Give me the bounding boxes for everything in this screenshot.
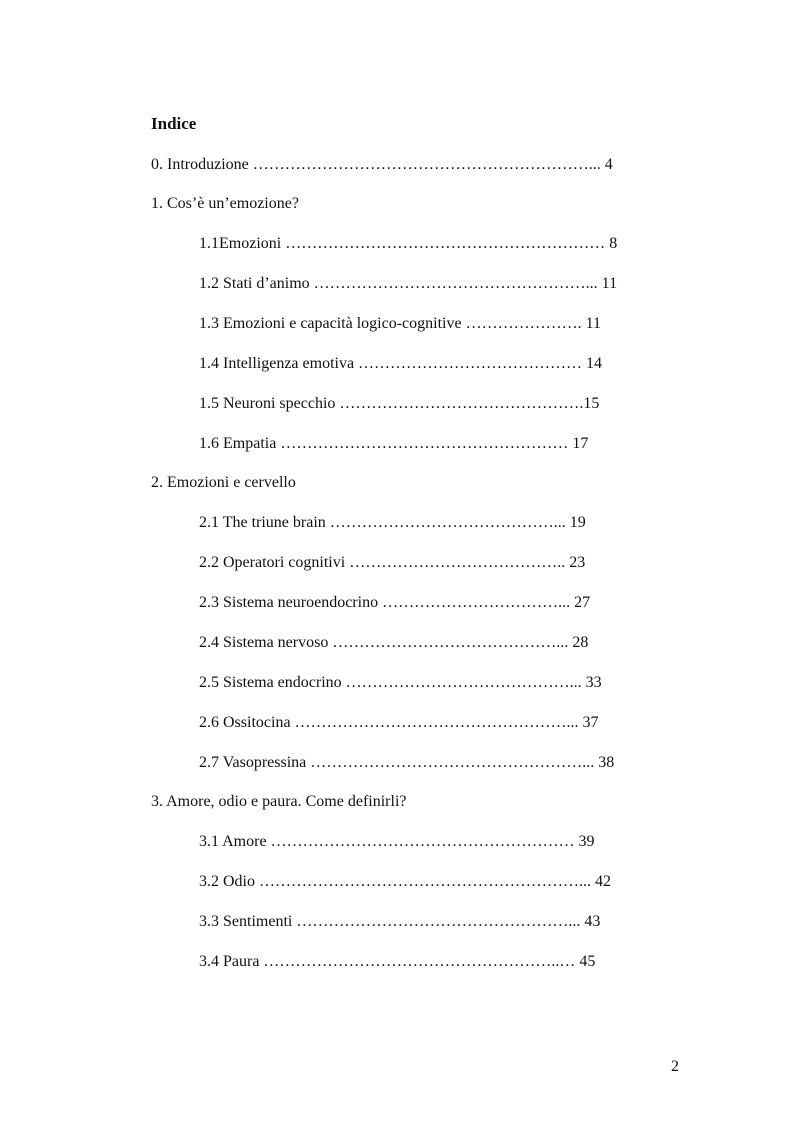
toc-entry-section: 1.6 Empatia ……………………………………………… 17 xyxy=(199,435,589,452)
toc-entry-section: 1.2 Stati d’animo ……………………………………………... 11 xyxy=(199,275,618,292)
toc-entry-section: 2.2 Operatori cognitivi ………………………………….. 23 xyxy=(199,554,586,571)
toc-entry-chapter: 1. Cos’è un’emozione? xyxy=(151,195,299,212)
toc-entry-section: 2.6 Ossitocina ……………………………………………... 37 xyxy=(199,714,599,731)
toc-entry-section: 2.5 Sistema endocrino ……………………………………... 33 xyxy=(199,674,602,691)
toc-entry-chapter: 3. Amore, odio e paura. Come definirli? xyxy=(151,793,407,810)
toc-entry-section: 1.5 Neuroni specchio ……………………………………….15 xyxy=(199,395,600,412)
toc-entry-chapter: 2. Emozioni e cervello xyxy=(151,474,296,491)
toc-entry-section: 1.3 Emozioni e capacità logico-cognitive …………………. 11 xyxy=(199,315,601,332)
toc-entry-section: 2.7 Vasopressina ……………………………………………... 38 xyxy=(199,754,615,771)
toc-entry-section: 3.3 Sentimenti ……………………………………………... 43 xyxy=(199,913,601,930)
toc-entry-section: 3.1 Amore ………………………………………………… 39 xyxy=(199,833,595,850)
toc-entry-section: 3.4 Paura ………………………………………………..… 45 xyxy=(199,953,596,970)
toc-entry-section: 3.2 Odio ……………………………………………………... 42 xyxy=(199,873,611,890)
toc-entry-section: 2.4 Sistema nervoso ……………………………………... 28 xyxy=(199,634,589,651)
page-number: 2 xyxy=(671,1058,679,1075)
toc-entry-section: 1.4 Intelligenza emotiva …………………………………… 14 xyxy=(199,355,603,372)
toc-entry-section: 2.3 Sistema neuroendocrino ……………………………... 27 xyxy=(199,594,591,611)
toc-heading: Indice xyxy=(151,114,197,133)
toc-entry-section: 1.1Emozioni …………………………………………………… 8 xyxy=(199,235,618,252)
toc-entry-chapter: 0. Introduzione ………………………………………………………... 4 xyxy=(151,156,613,173)
toc-entry-section: 2.1 The triune brain ……………………………………... 19 xyxy=(199,514,586,531)
